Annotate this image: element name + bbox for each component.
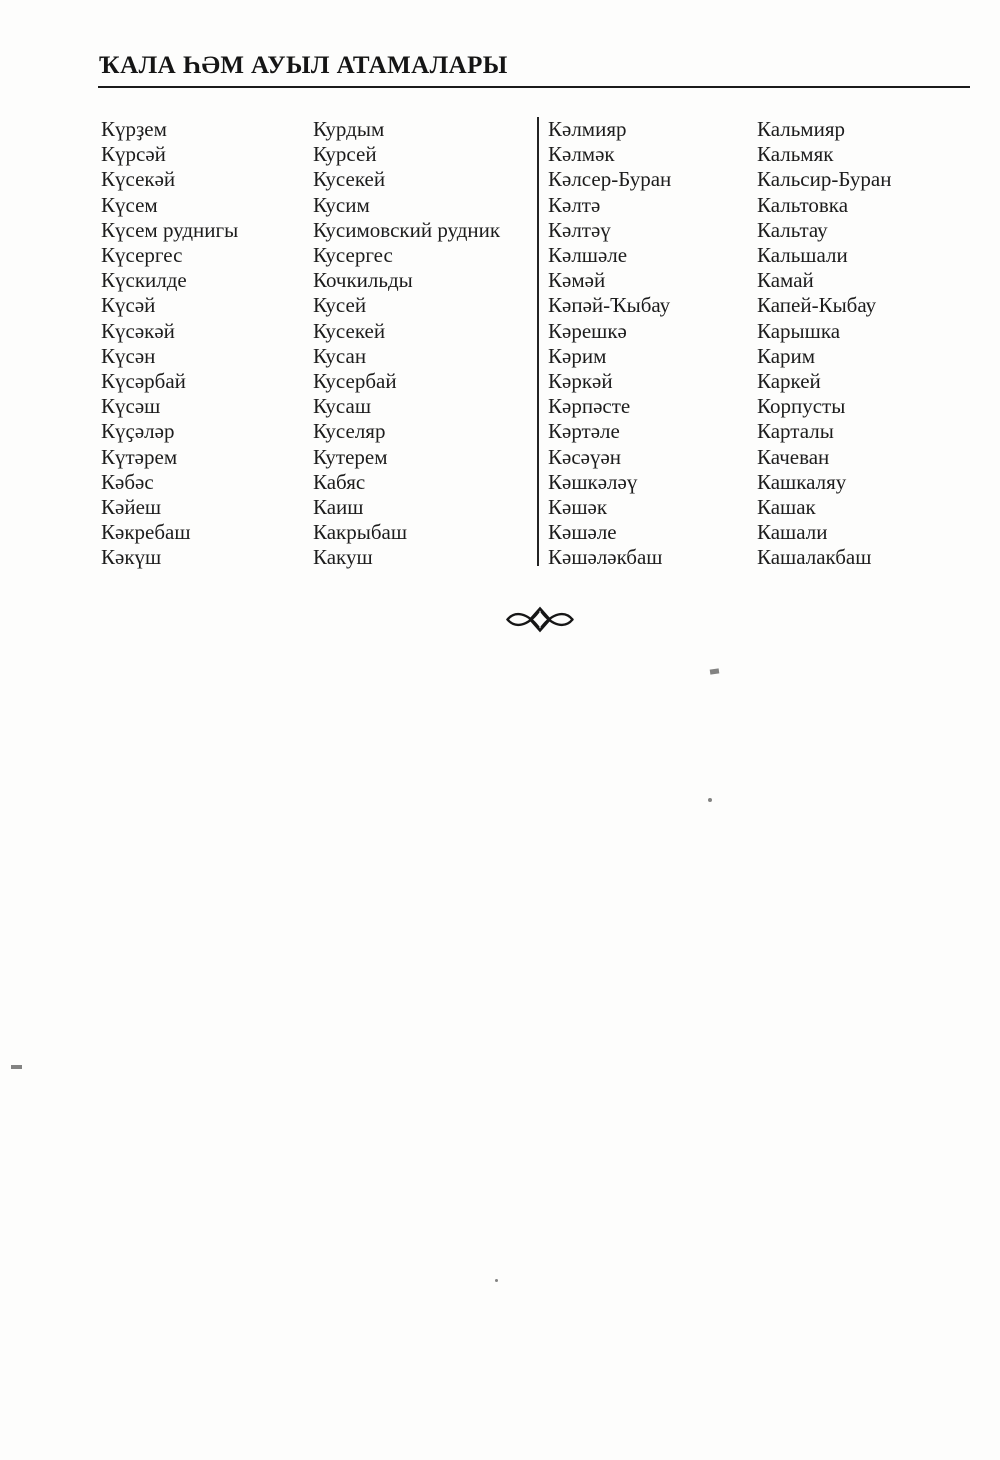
scan-speck: [710, 668, 720, 674]
place-name: Кәрешкә: [548, 318, 627, 343]
place-name: Кальмияр: [757, 117, 845, 141]
place-name: Кашак: [757, 495, 816, 520]
place-name: Кальтовка: [757, 192, 849, 217]
place-name: Капей-Кыбау: [757, 293, 877, 318]
place-name: Кальмяк: [757, 142, 834, 167]
place-name: Кәлмәк: [548, 142, 615, 167]
place-name: Кәлшәле: [548, 243, 628, 268]
place-name: Корпусты: [757, 394, 846, 419]
place-name: Кочкильды: [313, 268, 413, 293]
place-name: Күсән: [101, 343, 156, 368]
place-name: Кусербай: [313, 369, 397, 394]
page-title: ҠАЛА ҺӘМ АУЫЛ АТАМАЛАРЫ: [99, 52, 508, 79]
fleuron-divider-icon: [505, 606, 575, 633]
place-name: Каиш: [313, 495, 364, 520]
place-name: Кусей: [313, 293, 367, 318]
place-name: Кальшали: [757, 243, 848, 268]
place-name: Кәлтә: [548, 192, 601, 217]
place-name: Күсем руднигы: [101, 217, 239, 242]
place-name: Карим: [757, 343, 816, 368]
place-name: Кәйеш: [101, 495, 162, 520]
place-name: Кальтау: [757, 217, 828, 242]
place-name: Күскилде: [101, 268, 187, 293]
column-bashkir-names-right: [548, 117, 671, 571]
scan-speck: [495, 1279, 498, 1282]
place-name: Кәмәй: [548, 268, 606, 293]
place-name: Кашали: [757, 520, 828, 545]
place-name: Күҫәләр: [101, 419, 175, 444]
place-name: Кәртәле: [548, 419, 620, 444]
place-name: Кашкаляу: [757, 469, 847, 494]
place-name: Кусаш: [313, 394, 371, 419]
place-name: Кабяс: [313, 469, 366, 494]
place-name: Күсәш: [101, 394, 161, 419]
column-bashkir-names-left: [101, 117, 238, 571]
place-name: Кәлтәү: [548, 217, 611, 242]
place-name: Кашалакбаш: [757, 545, 872, 570]
place-name: Күсәй: [101, 293, 156, 318]
place-name: Күсекәй: [101, 167, 176, 192]
column-divider-rule: [537, 117, 539, 566]
place-name: Курдым: [313, 117, 385, 141]
place-name: Күсәрбай: [101, 369, 186, 394]
place-name: Кәсәүән: [548, 444, 622, 469]
place-name: Кусекей: [313, 167, 386, 192]
place-name: Күрсәй: [101, 142, 166, 167]
place-name: Карышка: [757, 318, 841, 343]
place-name: Курсей: [313, 142, 377, 167]
place-name: Күтәрем: [101, 444, 178, 469]
place-name: Каркей: [757, 369, 821, 394]
scan-speck: [708, 798, 712, 802]
place-name: Күсем: [101, 192, 158, 217]
place-name: Качеван: [757, 444, 830, 469]
place-name: Кәшәләкбаш: [548, 545, 663, 570]
place-name: Какуш: [313, 545, 373, 570]
place-name: Кальсир-Буран: [757, 167, 892, 192]
column-russian-names-left: [313, 117, 500, 571]
place-name: Кәркәй: [548, 369, 613, 394]
place-name: Кусим: [313, 192, 370, 217]
title-underline-rule: [98, 86, 970, 88]
place-name: Кәрим: [548, 343, 607, 368]
place-name: Куселяр: [313, 419, 386, 444]
place-name: Кусекей: [313, 318, 386, 343]
place-name: Кәрпәсте: [548, 394, 631, 419]
place-name: Карталы: [757, 419, 834, 444]
place-name: Кәкүш: [101, 545, 162, 570]
scan-speck: [11, 1065, 22, 1069]
place-name: Күрҙем: [101, 117, 167, 141]
place-name: Какрыбаш: [313, 520, 408, 545]
place-name: Кусан: [313, 343, 367, 368]
column-russian-names-right: [757, 117, 891, 571]
place-name: Камай: [757, 268, 814, 293]
place-name: Кәшәк: [548, 495, 608, 520]
place-name: Кусимовский рудник: [313, 217, 501, 242]
place-name: Кәпәй-Ҡыбау: [548, 293, 671, 318]
place-name: Кәбәс: [101, 469, 154, 494]
place-name: Кәкребаш: [101, 520, 191, 545]
place-name: Күсергес: [101, 243, 183, 268]
place-name: Кәшәле: [548, 520, 617, 545]
place-name: Кәлсер-Буран: [548, 167, 672, 192]
place-name: Кәшкәләү: [548, 469, 638, 494]
place-name: Кәлмияр: [548, 117, 627, 141]
place-name: Кутерем: [313, 444, 388, 469]
place-name: Кусергес: [313, 243, 393, 268]
place-name: Күсәкәй: [101, 318, 175, 343]
